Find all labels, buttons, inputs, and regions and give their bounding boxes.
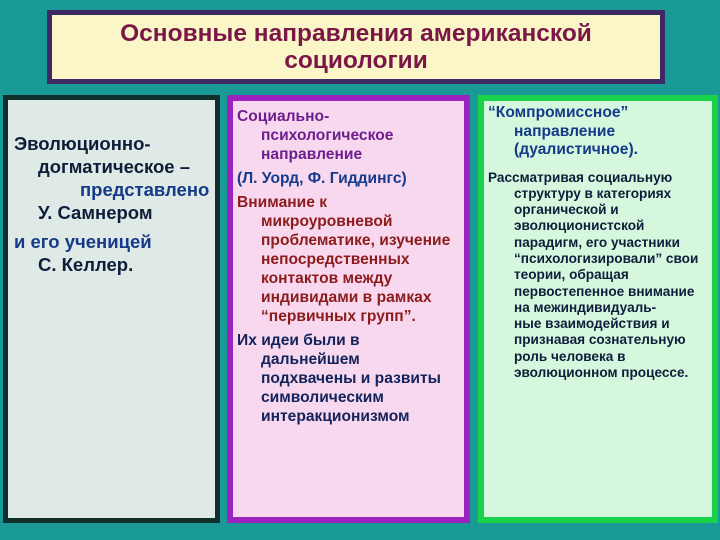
left-column-evolutionary-dogmatic	[3, 95, 220, 523]
left-represented: представлено	[80, 179, 210, 200]
middle-column-social-psychological	[227, 95, 470, 523]
right-heading: “Компромиссное” направление (дуалистичное).	[488, 104, 639, 158]
right-text-part-1: Рассматривая социальную структуру в категориях органической и эволюционистской парадигм, его участники	[488, 169, 680, 250]
right-text-part-3	[514, 316, 707, 381]
left-paragraph-2	[14, 230, 211, 276]
right-text-part-3-content: ные взаимодействия и признавая сознательную роль человека в эволюционном процессе.	[514, 316, 689, 381]
left-term: Эволюционно-догматическое –	[14, 133, 191, 177]
right-text-part-2	[514, 251, 707, 316]
middle-authors: (Л. Уорд, Ф. Гиддингс)	[237, 170, 407, 187]
slide-title-line-1: Основные направления американской	[120, 20, 592, 47]
middle-heading: Социально-психологическое направление	[237, 108, 394, 163]
middle-point-1: Внимание к микроуровневой проблематике, изучение непосредственных контактов между индивидами в рамках “первичных групп”.	[237, 194, 451, 325]
middle-point-2: Их идеи были в дальнейшем подхвачены и развиты символическим интеракционизмом	[237, 332, 441, 425]
right-body	[488, 170, 707, 382]
left-keller: С. Келлер.	[38, 254, 134, 275]
right-text-part-2-content: “психологизировали” свои теории, обращая первостепенное внимание на межиндивидуаль-	[514, 250, 699, 315]
right-column-compromise	[478, 95, 718, 523]
left-paragraph-1	[14, 132, 211, 224]
slide-title-box	[47, 10, 665, 84]
left-student: и его ученицей	[14, 231, 152, 252]
slide-title-line-2: социологии	[284, 47, 428, 74]
left-sumner: У. Самнером	[38, 202, 153, 223]
